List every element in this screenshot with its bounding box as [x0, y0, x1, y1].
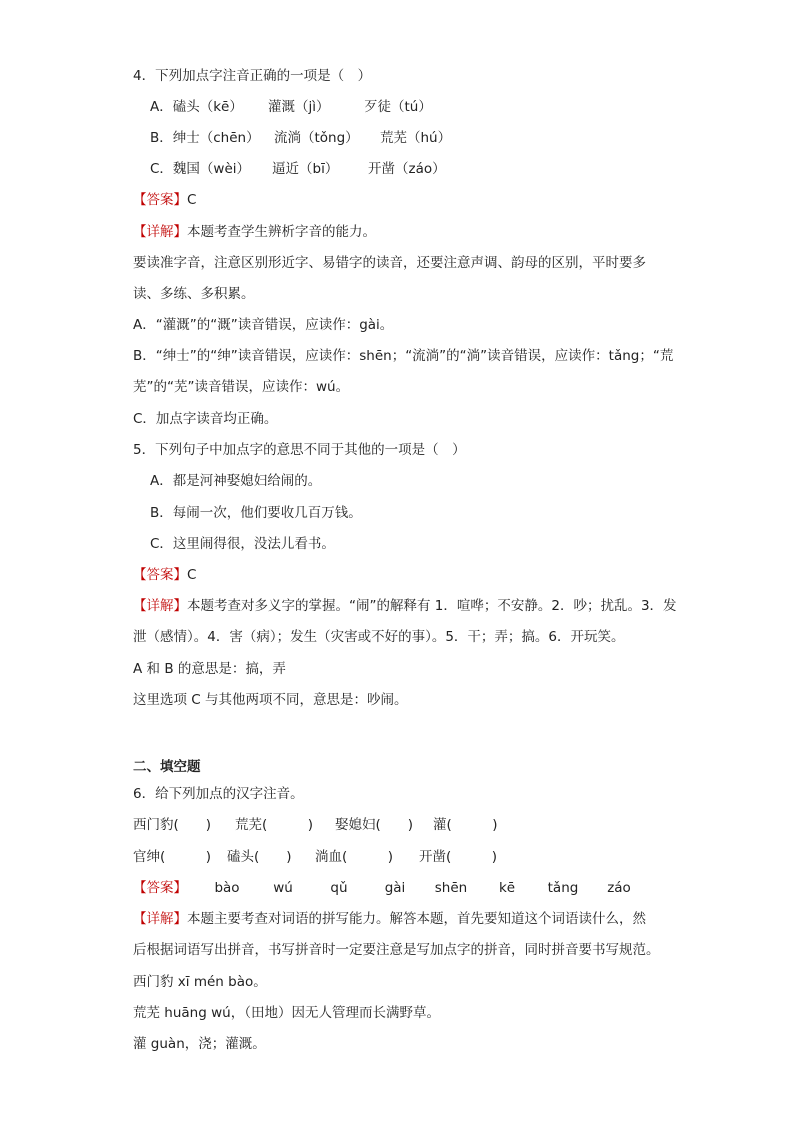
q6-answer-3: qǔ — [330, 880, 348, 896]
q4-detail-tag: 【详解】 — [133, 224, 187, 240]
q4-detail-line-3: 读、多练、多积累。 — [133, 286, 255, 302]
q6-row2-item-1: 官绅( ) — [133, 849, 212, 865]
q6-detail-line-4: 荒芜 huāng wú，（田地）因无人管理而长满野草。 — [133, 1005, 440, 1021]
q6-detail-line-1 — [133, 909, 694, 929]
q4-detail-line-5: B．“绅士”的“绅”读音错误，应读作：shēn；“流淌”的“淌”读音错误，应读作：tǎng；“荒 — [133, 348, 674, 364]
q4-detail-line-6: 芜”的“芜”读音错误，应读作：wú。 — [133, 379, 350, 395]
q4-answer-tag: 【答案】 — [133, 192, 187, 208]
section-heading: 二、填空题 — [133, 759, 201, 775]
q4-option-b-2: 流淌（tǒng） — [274, 130, 359, 146]
q6-row-1 — [133, 815, 694, 835]
q4-option-b-1: B．绅士（chēn） — [150, 130, 260, 146]
q5-option-a: A．都是河神娶媳妇给闹的。 — [150, 473, 322, 489]
q6-detail-line-5: 灌 guàn，浇；灌溉。 — [133, 1036, 266, 1052]
q4-option-a-3: 歹徒（tú） — [364, 99, 432, 115]
q4-option-b — [150, 128, 694, 148]
q6-stem: 6．给下列加点的汉字注音。 — [133, 786, 304, 802]
q4-option-a — [150, 97, 694, 117]
q5-detail-line-1 — [133, 596, 694, 616]
q6-answer-4: gài — [384, 880, 406, 896]
q5-detail-line-3: A 和 B 的意思是：搞，弄 — [133, 661, 286, 677]
q5-answer — [133, 565, 694, 585]
q5-stem: 5．下列句子中加点字的意思不同于其他的一项是（ ） — [133, 442, 466, 458]
q4-detail-text-1: 本题考查学生辨析字音的能力。 — [187, 224, 376, 240]
q4-answer-value: C — [187, 192, 197, 208]
q5-detail-line-4: 这里选项 C 与其他两项不同，意思是：吵闹。 — [133, 692, 408, 708]
q4-option-c-1: C．魏国（wèi） — [150, 161, 251, 177]
q4-stem: 4．下列加点字注音正确的一项是（ ） — [133, 68, 372, 84]
q5-option-c: C．这里闹得很，没法儿看书。 — [150, 536, 335, 552]
q6-row1-item-2: 荒芜( ) — [235, 817, 314, 833]
q5-detail-text-1: 本题考查对多义字的掌握。“闹”的解释有 1．喧哗；不安静。2．吵；扰乱。3．发 — [187, 598, 677, 614]
q6-row2-item-4: 开凿( ) — [419, 849, 498, 865]
q6-detail-tag: 【详解】 — [133, 911, 187, 927]
q6-answer-5: shēn — [434, 880, 468, 896]
q4-detail-line-7: C．加点字读音均正确。 — [133, 411, 278, 427]
q5-answer-tag: 【答案】 — [133, 567, 187, 583]
q6-row2-item-2: 磕头( ) — [227, 849, 292, 865]
q6-answer-1: bào — [214, 880, 240, 896]
q4-option-a-2: 灌溉（jì） — [268, 99, 330, 115]
q4-answer — [133, 190, 694, 210]
q6-row1-item-4: 灌( ) — [433, 817, 498, 833]
q6-answer — [133, 878, 694, 898]
q6-row-2 — [133, 847, 694, 867]
q5-option-b: B．每闹一次，他们要收几百万钱。 — [150, 505, 362, 521]
q6-answer-8: záo — [607, 880, 631, 896]
q4-detail-line-1 — [133, 222, 694, 242]
q5-detail-tag: 【详解】 — [133, 598, 187, 614]
q4-detail-line-4: A．“灌溉”的“溉”读音错误，应读作：gài。 — [133, 317, 394, 333]
q6-answer-6: kē — [498, 880, 516, 896]
q4-option-c-3: 开凿（záo） — [368, 161, 446, 177]
q5-detail-line-2: 泄（感情）。4．害（病）；发生（灾害或不好的事）。5．干；弄；搞。6．开玩笑。 — [133, 629, 625, 645]
q6-detail-line-2: 后根据词语写出拼音，书写拼音时一定要注意是写加点字的拼音，同时拼音要书写规范。 — [133, 942, 660, 958]
q5-answer-value: C — [187, 567, 197, 583]
q4-option-b-3: 荒芜（hú） — [380, 130, 452, 146]
q6-detail-text-1: 本题主要考查对词语的拼写能力。解答本题，首先要知道这个词语读什么，然 — [187, 911, 646, 927]
q4-option-a-1: A．磕头（kē） — [150, 99, 243, 115]
q6-answer-tag: 【答案】 — [133, 880, 187, 896]
q6-detail-line-3: 西门豹 xī mén bào。 — [133, 974, 267, 990]
q6-row2-item-3: 淌血( ) — [315, 849, 394, 865]
q4-option-c — [150, 159, 694, 179]
q6-answer-2: wú — [273, 880, 293, 896]
q6-row1-item-1: 西门豹( ) — [133, 817, 212, 833]
q6-row1-item-3: 娶媳妇( ) — [335, 817, 414, 833]
q6-answer-7: tǎng — [547, 880, 579, 896]
q4-option-c-2: 逼近（bī） — [272, 161, 339, 177]
q4-detail-line-2: 要读准字音，注意区别形近字、易错字的读音，还要注意声调、韵母的区别，平时要多 — [133, 255, 646, 271]
